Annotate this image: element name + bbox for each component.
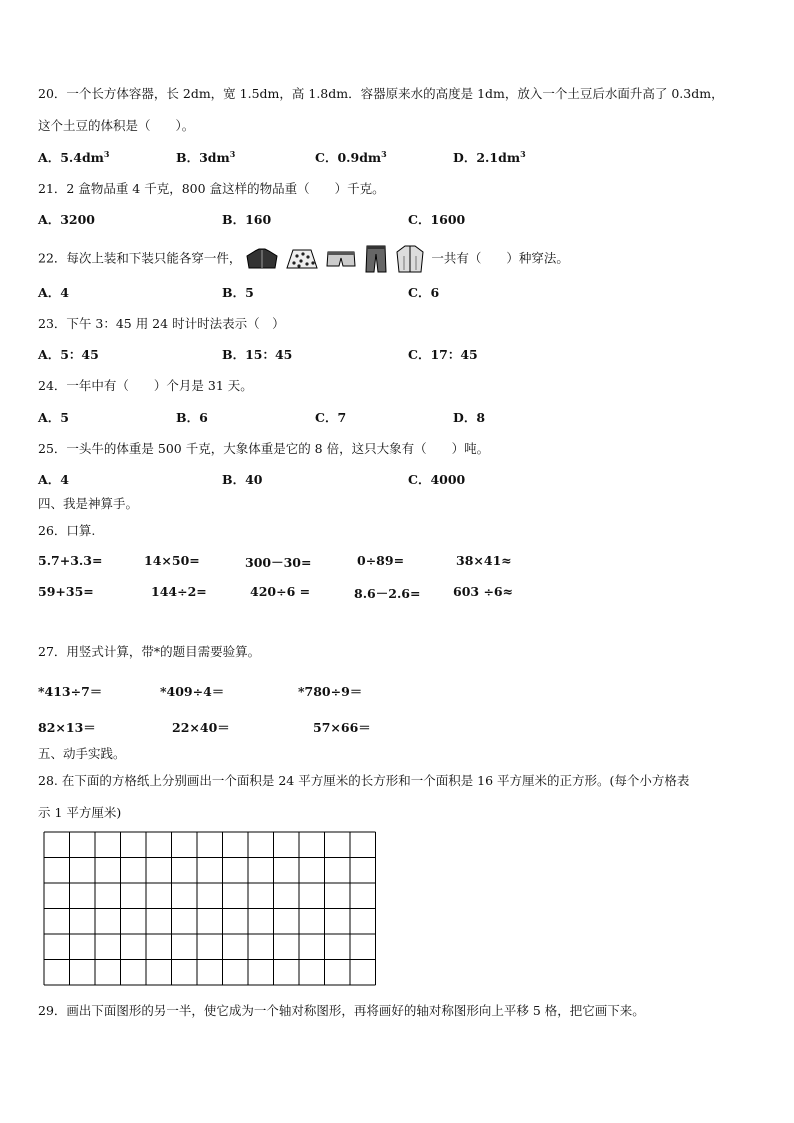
q22-text-before: 22．每次上装和下装只能各穿一件， (38, 250, 242, 266)
q20-option-c[interactable]: C．$0.9dm^3$ (315, 148, 387, 165)
q25-text: 25．一头牛的体重是 500 千克，大象体重是它的 8 倍，这只大象有（ ）吨。 (38, 441, 490, 456)
q22-option-c[interactable]: C．6 (408, 285, 440, 300)
q26-item: 14×50= (144, 553, 200, 568)
jacket-icon (245, 248, 279, 270)
q27-item: 22×40＝ (172, 720, 230, 735)
q29-text: 29．画出下面图形的另一半，使它成为一个轴对称图形，再将画好的轴对称图形向上平移 5 格，把它画下来。 (38, 1003, 645, 1018)
q24-option-c[interactable]: C．7 (315, 410, 347, 425)
q20-line2: 这个土豆的体积是（ ）。 (38, 118, 195, 133)
q25-option-c[interactable]: C．4000 (408, 472, 466, 487)
q26-item: 8.6－2.6= (354, 586, 421, 601)
q23-option-a[interactable]: A．5：45 (38, 347, 99, 362)
q21-option-b[interactable]: B．160 (222, 212, 272, 227)
q25-option-a[interactable]: A．4 (38, 472, 69, 487)
q23-option-c[interactable]: C．17：45 (408, 347, 478, 362)
q21-text: 21．2 盒物品重 4 千克，800 盒这样的物品重（ ）千克。 (38, 181, 385, 196)
q20-option-a[interactable]: A．$5.4dm^3$ (38, 148, 110, 165)
q26-item: 5.7+3.3= (38, 553, 103, 568)
coat-icon (395, 244, 425, 274)
q26-item: 0÷89= (357, 553, 405, 568)
q27-item: 57×66＝ (313, 720, 371, 735)
q26-item: 420÷6 = (250, 584, 311, 599)
polka-skirt-icon (285, 248, 319, 270)
trousers-icon (363, 245, 389, 273)
q22-text-after: 一共有（ ）种穿法。 (431, 250, 569, 266)
q28-line1: 28. 在下面的方格纸上分别画出一个面积是 24 平方厘米的长方形和一个面积是 16 平方厘米的正方形。(每个小方格表 (38, 773, 690, 788)
q22-option-a[interactable]: A．4 (38, 285, 69, 300)
q26-item: 38×41≈ (456, 553, 512, 568)
q26-item: 144÷2= (151, 584, 207, 599)
q26-title: 26．口算. (38, 523, 96, 538)
q20-option-d[interactable]: D．$2.1dm^3$ (453, 148, 526, 165)
q22-option-b[interactable]: B．5 (222, 285, 254, 300)
q21-option-a[interactable]: A．3200 (38, 212, 95, 227)
q26-item: 603 ÷6≈ (453, 584, 514, 599)
q27-item: *780÷9＝ (298, 684, 363, 699)
section4-heading: 四、我是神算手。 (38, 496, 139, 511)
q23-text: 23．下午 3：45 用 24 时计时法表示（ ） (38, 316, 285, 331)
q20-line1: 20．一个长方体容器，长 2dm，宽 1.5dm，高 1.8dm．容器原来水的高度是 1dm，放入一个土豆后水面升高了 0.3dm， (38, 86, 724, 101)
clothing-icons (245, 244, 427, 274)
q26-item: 59+35= (38, 584, 94, 599)
q25-option-b[interactable]: B．40 (222, 472, 263, 487)
q27-item: *413÷7＝ (38, 684, 103, 699)
q27-item: *409÷4＝ (160, 684, 225, 699)
section5-heading: 五、动手实践。 (38, 746, 126, 761)
q24-text: 24．一年中有（ ）个月是 31 天。 (38, 378, 253, 393)
q21-option-c[interactable]: C．1600 (408, 212, 466, 227)
q27-title: 27．用竖式计算，带*的题目需要验算。 (38, 644, 261, 659)
q26-item: 300－30= (245, 555, 312, 570)
q24-option-b[interactable]: B．6 (176, 410, 208, 425)
q28-line2: 示 1 平方厘米) (38, 805, 122, 820)
q24-option-d[interactable]: D．8 (453, 410, 486, 425)
q23-option-b[interactable]: B．15：45 (222, 347, 293, 362)
q24-option-a[interactable]: A．5 (38, 410, 69, 425)
q27-item: 82×13＝ (38, 720, 96, 735)
q20-option-b[interactable]: B．$3dm^3$ (176, 148, 236, 165)
grid-paper[interactable] (43, 831, 380, 986)
q22-text (38, 244, 569, 274)
shorts-icon (325, 248, 357, 270)
